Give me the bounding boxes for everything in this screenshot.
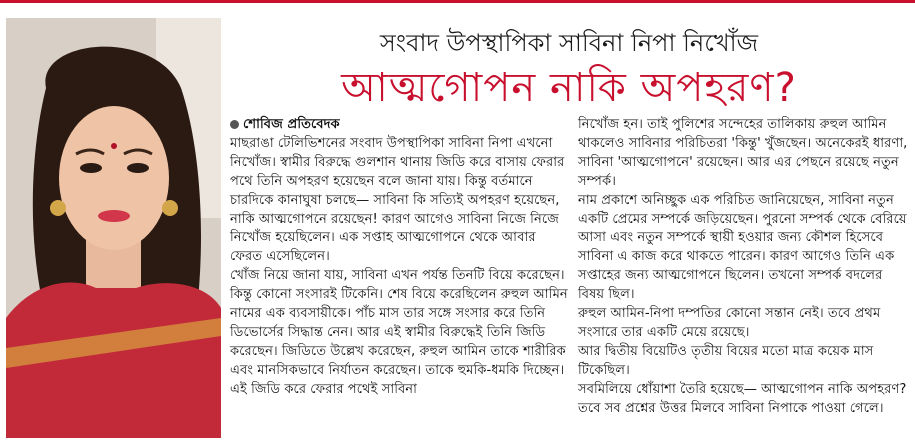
main-headline: আত্মগোপন নাকি অপহরণ?: [341, 65, 797, 111]
paragraph: খোঁজ নিয়ে জানা যায়, সাবিনা এখন পর্যন্ত তিনটি বিয়ে করেছেন। কিন্তু কোনো সংসারই টিকেনি। শেষ বিয়ে করেছিলেন রুহুল আমিন নামের এক ব্যবসায়ীকে। পাঁচ মাস তার সঙ্গে সংসার করে তিনি ডিভোর্সের সিদ্ধান্ত নেন। আর এই স্বামীর বিরুদ্ধেই তিনি জিডি করেছেন। জিডিতে উল্লেখ করেছেন, রুহুল আমিন তাকে শারীরিক এবং মানসিকভাবে নির্যাতন করেছেন। তাকে হুমকি-ধমকি দিচ্ছেন। এই জিডি করে ফেরার পথেই সাবিনা: [230, 268, 568, 397]
article-column-2: [578, 116, 910, 419]
paragraph: সবমিলিয়ে ধোঁয়াশা তৈরি হয়েছে— আত্মগোপন নাকি অপহরণ? তবে সব প্রশ্নের উত্তর মিলবে সাবিনা নিপাকে পাওয়া গেলে।: [578, 381, 907, 416]
portrait-photo: [6, 18, 221, 438]
paragraph: নিখোঁজ হন। তাই পুলিশের সন্দেহের তালিকায় রুহুল আমিন থাকলেও সাবিনার পরিচিতরা 'কিন্তু' খুঁজছেন। অনেকেরই ধারণা, সাবিনা 'আত্মগোপনে' রয়েছেন। আর এর পেছনে রয়েছে নতুন সম্পর্ক।: [578, 117, 908, 189]
byline: [230, 116, 570, 135]
paragraph: মাছরাঙা টেলিভিশনের সংবাদ উপস্থাপিকা সাবিনা নিপা এখনো নিখোঁজ। স্বামীর বিরুদ্ধে গুলশান থানায় জিডি করে বাসায় ফেরার পথে তিনি অপহরণ হয়েছেন বলে জানা যায়। কিন্তু বর্তমানে চারদিকে কানাঘুষা চলছে— সাবিনা কি সত্যিই অপহরণ হয়েছেন, নাকি আত্মগোপনে রয়েছেন! কারণ আগেও সাবিনা নিজে নিজে নিখোঁজ হয়েছিলেন। এক সপ্তাহ আত্মগোপনে থেকে আবার ফেরত এসেছিলেন।: [230, 135, 565, 265]
bullet-icon: [230, 120, 239, 129]
paragraph: নাম প্রকাশে অনিচ্ছুক এক পরিচিত জানিয়েছেন, সাবিনা নতুন একটি প্রেমের সম্পর্কে জড়িয়েছেন। পুরনো সম্পর্ক থেকে বেরিয়ে আসা এবং নতুন সম্পর্কে স্থায়ী হওয়ার জন্য কৌশল হিসেবে সাবিনা এ কাজ করে থাকতে পারেন। কারণ আগেও তিনি এক সপ্তাহের জন্য আত্মগোপনে ছিলেন। তখনো সম্পর্ক বদলের বিষয় ছিল।: [578, 192, 907, 303]
top-rule: [0, 0, 915, 3]
byline-text: শোবিজ প্রতিবেদক: [243, 117, 340, 132]
paragraph: আর দ্বিতীয় বিয়েটিও তৃতীয় বিয়ের মতো মাত্র কয়েক মাস টিকেছিল।: [578, 343, 874, 378]
article-column-1: [230, 116, 570, 400]
paragraph: রুহুল আমিন-নিপা দম্পতির কোনো সন্তান নেই। তবে প্রথম সংসারে তার একটি মেয়ে রয়েছে।: [578, 306, 881, 340]
kicker-headline: সংবাদ উপস্থাপিকা সাবিনা নিপা নিখোঁজ: [379, 29, 759, 57]
